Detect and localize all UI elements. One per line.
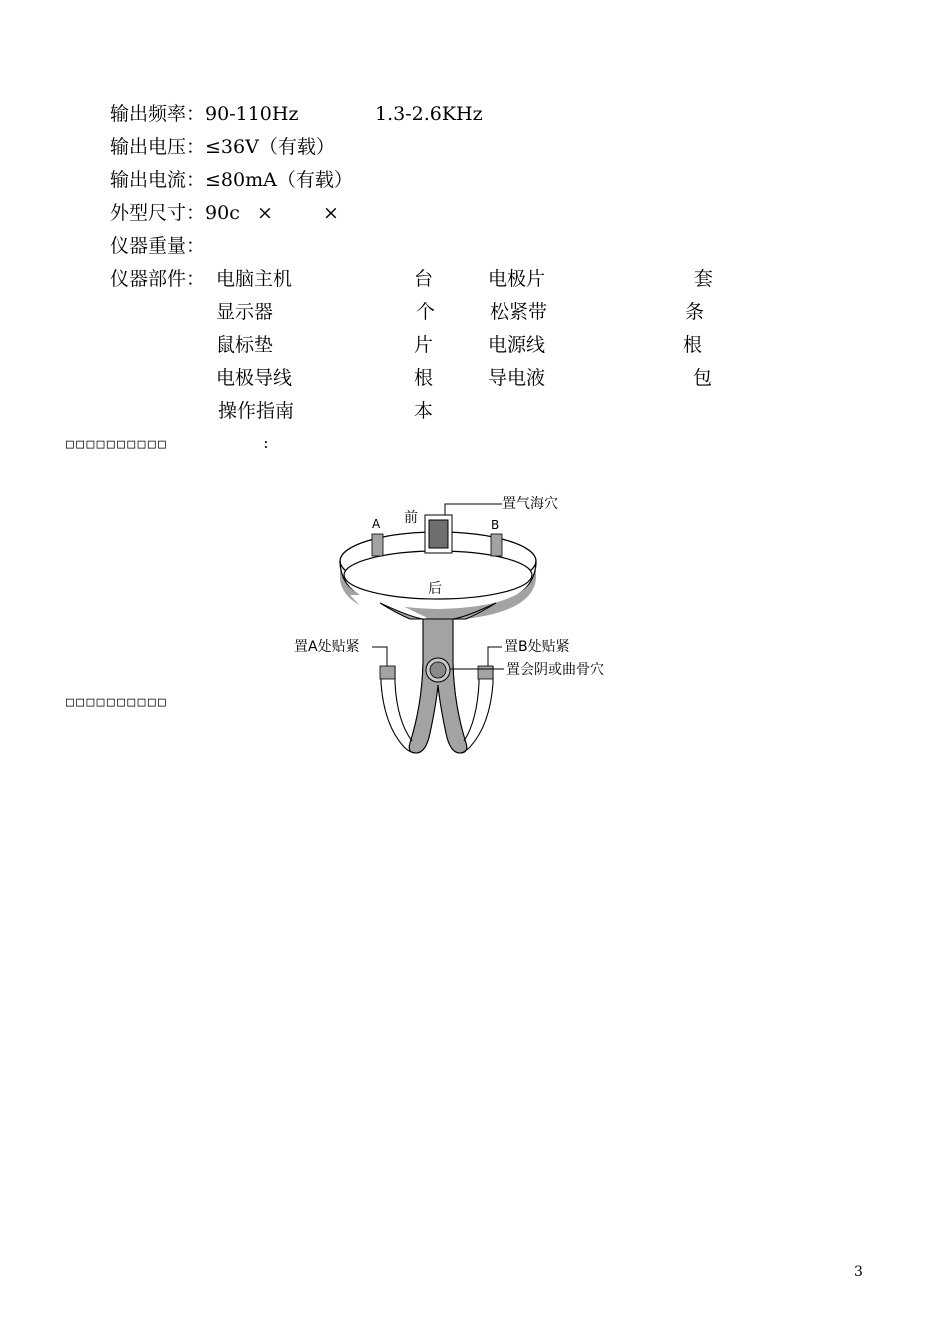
leader-b-attach bbox=[488, 647, 502, 666]
weight-label: 仪器重量： bbox=[110, 235, 206, 257]
current-value: ≤80mA（有载） bbox=[205, 169, 353, 191]
freq-value-low: 90-110Hz bbox=[205, 103, 299, 125]
current-label: 输出电流： bbox=[110, 169, 206, 191]
parts-label: 仪器部件： bbox=[110, 268, 206, 290]
label-qihai: 置气海穴 bbox=[502, 496, 558, 512]
part-name: 电脑主机 bbox=[216, 268, 293, 290]
leader-a-attach bbox=[372, 647, 387, 666]
spec-frequency bbox=[110, 103, 483, 125]
size-times-2: × bbox=[323, 202, 339, 224]
label-a: A bbox=[372, 517, 381, 531]
part-name-2: 电极片 bbox=[488, 268, 546, 290]
size-times-1: × bbox=[257, 202, 273, 224]
part-unit-2: 根 bbox=[683, 334, 703, 356]
part-unit-2: 包 bbox=[693, 367, 713, 389]
part-unit: 台 bbox=[414, 268, 434, 290]
part-name: 显示器 bbox=[216, 301, 274, 323]
page-number: 3 bbox=[854, 1264, 863, 1280]
leg-pad-b bbox=[478, 666, 493, 679]
spec-weight bbox=[110, 235, 205, 257]
part-name: 电极导线 bbox=[216, 367, 293, 389]
voltage-label: 输出电压： bbox=[110, 136, 206, 158]
part-name: 鼠标垫 bbox=[216, 334, 274, 356]
voltage-value: ≤36V（有载） bbox=[205, 136, 335, 158]
part-unit: 根 bbox=[414, 367, 434, 389]
right-leg-loop-outer bbox=[464, 666, 479, 741]
part-name: 操作指南 bbox=[218, 400, 295, 422]
label-front: 前 bbox=[404, 510, 418, 526]
freq-value-high: 1.3-2.6KHz bbox=[375, 103, 483, 125]
belt-diagram bbox=[280, 485, 640, 765]
leg-pad-a bbox=[380, 666, 395, 679]
pad-b bbox=[491, 534, 502, 556]
spec-parts-label bbox=[110, 268, 205, 290]
front-electrode-inner bbox=[429, 520, 448, 548]
garbled-heading-2: □□□□□□□□□□ bbox=[66, 695, 169, 710]
part-name-2: 电源线 bbox=[488, 334, 546, 356]
garbled-heading-1: □□□□□□□□□□ bbox=[66, 437, 169, 452]
size-value: 90c bbox=[205, 202, 240, 224]
part-name-2: 松紧带 bbox=[490, 301, 548, 323]
part-unit: 片 bbox=[414, 334, 434, 356]
pad-a bbox=[372, 534, 383, 556]
spec-size bbox=[110, 202, 339, 224]
part-unit: 本 bbox=[414, 400, 434, 422]
label-huiyin: 置会阴或曲骨穴 bbox=[506, 662, 604, 678]
part-name-2: 导电液 bbox=[488, 367, 546, 389]
label-back: 后 bbox=[428, 581, 442, 597]
label-a-attach: 置A处贴紧 bbox=[294, 639, 360, 655]
part-unit-2: 条 bbox=[685, 301, 705, 323]
perineum-electrode-inner bbox=[430, 662, 446, 678]
garbled-colon: : bbox=[262, 437, 273, 452]
spec-current bbox=[110, 169, 353, 191]
part-unit: 个 bbox=[416, 301, 436, 323]
label-b-attach: 置B处贴紧 bbox=[504, 639, 570, 655]
spec-voltage bbox=[110, 136, 335, 158]
freq-label: 输出频率： bbox=[110, 103, 206, 125]
leader-qihai bbox=[445, 504, 502, 515]
size-label: 外型尺寸： bbox=[110, 202, 206, 224]
label-b: B bbox=[491, 518, 500, 532]
part-unit-2: 套 bbox=[694, 268, 714, 290]
